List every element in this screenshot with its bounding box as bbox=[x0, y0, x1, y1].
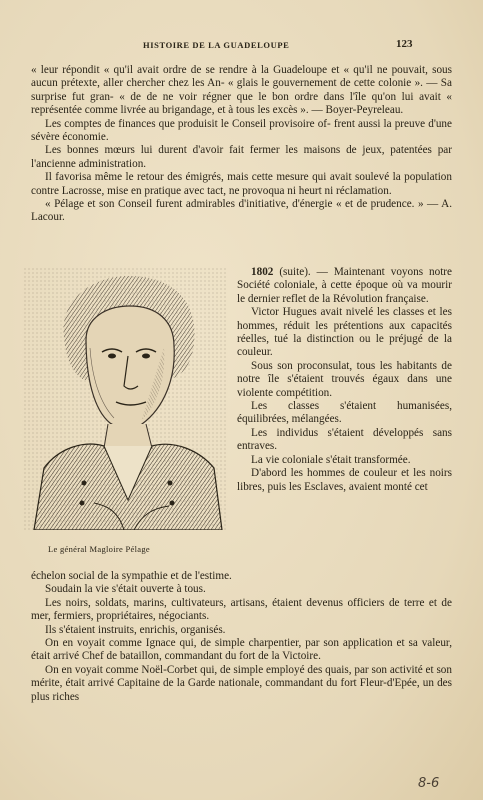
paragraph: « Pélage et son Conseil furent admirables d'initiative, d'énergie « et de prudence. » — A. Lacour. bbox=[31, 198, 452, 224]
paragraph: Il favorisa même le retour des émigrés, mais cette mesure qui avait soulevé la population contre Lacrosse, mise en pratique avec tact, ne provoqua ni heurt ni réclamation. bbox=[31, 171, 452, 197]
paragraph: Les comptes de finances que produisit le Conseil provisoire of- frent aussi la preuve d'une sévère économie. bbox=[31, 117, 452, 144]
paragraph-rest: (suite). — Maintenant voyons notre Société coloniale, à cette époque où va mourir le dernier reflet de la Révolution française. bbox=[237, 266, 452, 305]
paragraph: Les noirs, soldats, marins, cultivateurs, artisans, étaient devenus officiers de terre et de mer, fermiers, propriétaires, négociants. bbox=[31, 596, 452, 623]
portrait-caption: Le général Magloire Pélage bbox=[48, 544, 150, 554]
text-block-right bbox=[237, 266, 452, 494]
paragraph: Soudain la vie s'était ouverte à tous. bbox=[45, 583, 206, 596]
handwritten-note: 8-6 bbox=[418, 776, 440, 791]
text-block-bottom bbox=[31, 570, 452, 704]
engraved-portrait-icon bbox=[24, 268, 228, 530]
paragraph: Les bonnes mœurs lui durent d'avoir fait fermer les maisons de jeux, patentées par l'ancienne administration. bbox=[31, 144, 452, 170]
paragraph: échelon social de la sympathie et de l'estime. bbox=[31, 570, 232, 582]
paragraph: Ils s'étaient instruits, enrichis, organisés. bbox=[45, 623, 226, 636]
paragraph: Sous son proconsulat, tous les habitants de notre île s'étaient trouvés égaux dans une violente compétition. bbox=[237, 359, 452, 399]
paragraph: Les classes s'étaient humanisées, équilibrées, mélangées. bbox=[237, 400, 452, 426]
year-label: 1802 bbox=[251, 266, 274, 278]
portrait-engraving bbox=[24, 268, 228, 530]
text-block-top bbox=[31, 64, 452, 225]
paragraph: D'abord les hommes de couleur et les noirs libres, puis les Esclaves, avaient monté cet bbox=[237, 467, 452, 493]
paragraph: La vie coloniale s'était transformée. bbox=[251, 453, 411, 466]
paragraph: On en voyait comme Ignace qui, de simple charpentier, par son application et sa valeur, était arrivé Chef de bataillon, commandant du fort de la Victoire. bbox=[31, 637, 452, 663]
header-title: HISTOIRE DE LA GUADELOUPE bbox=[143, 40, 290, 50]
running-header bbox=[0, 40, 483, 56]
paragraph: On en voyait comme Noël-Corbet qui, de simple employé des quais, par son activité et son mérite, était arrivé Capitaine de la Garde nationale, commandant du fort Fleur-d'Epée, un des plus riches bbox=[31, 663, 452, 703]
paragraph: Victor Hugues avait nivelé les classes et les hommes, réduit les prétentions aux capacités réelles, tué la distinction ou le préjugé de la couleur. bbox=[237, 306, 452, 359]
page-number: 123 bbox=[396, 38, 413, 50]
paragraph: Les individus s'étaient développés sans entraves. bbox=[237, 426, 452, 453]
paragraph bbox=[237, 266, 452, 306]
paragraph: « leur répondit « qu'il avait ordre de se rendre à la Guadeloupe et « qu'il ne pouvait, sous aucun prétexte, aller chercher chez les An- « glais le gouvernement de cette colonie ». — Sa surprise fut gran- « de de ne voir régner que le bon ordre dans l'île qu'on lui avait « représentée comme livrée au brigandage, et à tous les excès ». — Boyer-Peyreleau. bbox=[31, 64, 452, 117]
